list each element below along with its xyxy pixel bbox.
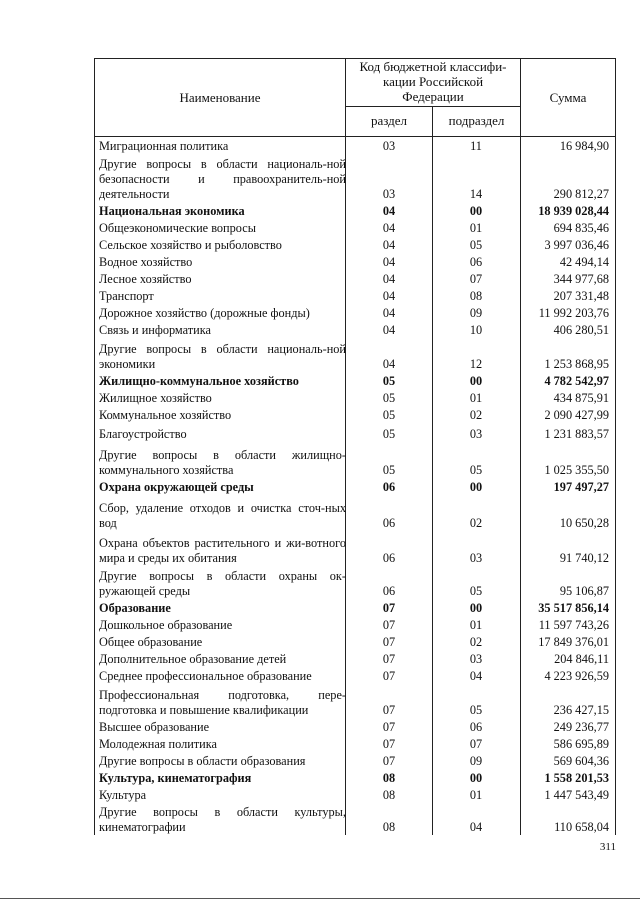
row-section: 04 (382, 221, 396, 235)
table-row (95, 304, 615, 321)
row-name: Культура, кинематография (99, 771, 252, 785)
row-section: 04 (382, 357, 396, 371)
name-column-header: Наименование (179, 90, 261, 105)
row-section: 07 (382, 720, 396, 734)
row-name: Жилищно-коммунальное хозяйство (99, 374, 299, 388)
row-subsection: 00 (469, 204, 483, 218)
row-name: Лесное хозяйство (99, 272, 192, 286)
table-row (95, 236, 615, 253)
row-subsection: 12 (469, 357, 483, 371)
row-sum: 344 977,68 (553, 272, 609, 286)
table-row (95, 287, 615, 304)
row-subsection: 01 (469, 221, 483, 235)
table-row (95, 803, 615, 835)
row-section: 05 (382, 427, 396, 441)
row-sum: 4 782 542,97 (544, 374, 609, 388)
table-row (95, 270, 615, 287)
row-subsection: 01 (469, 618, 483, 632)
table-row-section-total (95, 478, 615, 495)
row-subsection: 05 (469, 703, 483, 717)
row-subsection: 09 (469, 306, 483, 320)
row-sum: 207 331,48 (553, 289, 609, 303)
row-name: Дорожное хозяйство (дорожные фонды) (99, 306, 310, 320)
row-section: 05 (382, 391, 396, 405)
row-sum: 2 090 427,99 (544, 408, 609, 422)
row-subsection: 06 (469, 720, 483, 734)
table-row (95, 735, 615, 752)
table-row (95, 389, 615, 406)
row-section: 08 (382, 771, 396, 785)
row-section: 06 (382, 516, 396, 530)
row-subsection: 05 (469, 463, 483, 477)
row-name: Другие вопросы в области охраны ок-ружающей среды (99, 569, 346, 598)
row-section: 05 (382, 374, 396, 388)
section-column-header: раздел (370, 113, 408, 128)
row-subsection: 04 (469, 669, 483, 683)
table-row (95, 667, 615, 684)
row-sum: 11 597 743,26 (538, 618, 609, 632)
row-subsection: 00 (469, 601, 483, 615)
row-name: Национальная экономика (99, 204, 245, 218)
row-section: 07 (382, 737, 396, 751)
row-subsection: 03 (469, 427, 483, 441)
row-section: 04 (382, 323, 396, 337)
row-section: 04 (382, 238, 396, 252)
table-row (95, 718, 615, 735)
row-sum: 17 849 376,01 (538, 635, 609, 649)
row-subsection: 03 (469, 652, 483, 666)
row-name: Водное хозяйство (99, 255, 193, 269)
row-name: Охрана объектов растительного и жи-вотного мира и среды их обитания (99, 536, 346, 565)
row-section: 03 (382, 187, 396, 201)
row-section: 03 (382, 139, 396, 153)
row-sum: 95 106,87 (559, 584, 609, 598)
row-sum: 4 223 926,59 (544, 669, 609, 683)
row-name: Молодежная политика (99, 737, 218, 751)
row-subsection: 14 (469, 187, 483, 201)
table-row (95, 616, 615, 633)
row-sum: 197 497,27 (553, 480, 609, 494)
row-name: Другие вопросы в области жилищно-коммунального хозяйства (99, 448, 346, 477)
row-sum: 91 740,12 (559, 551, 609, 565)
row-subsection: 07 (469, 737, 483, 751)
row-section: 08 (382, 788, 396, 802)
row-name: Сельское хозяйство и рыболовство (99, 238, 282, 252)
row-name: Общее образование (99, 635, 203, 649)
row-subsection: 02 (469, 635, 483, 649)
row-section: 07 (382, 754, 396, 768)
row-subsection: 00 (469, 771, 483, 785)
row-name: Профессиональная подготовка, пере-подготовка и повышение квалификации (99, 688, 346, 717)
row-subsection: 01 (469, 391, 483, 405)
row-section: 06 (382, 480, 396, 494)
row-sum: 1 231 883,57 (544, 427, 609, 441)
row-section: 06 (382, 584, 396, 598)
row-name: Другие вопросы в области националь-ной экономики (99, 342, 346, 371)
row-section: 07 (382, 601, 396, 615)
row-section: 05 (382, 408, 396, 422)
row-sum: 1 025 355,50 (544, 463, 609, 477)
table-row (95, 566, 615, 599)
row-subsection: 03 (469, 551, 483, 565)
row-sum: 11 992 203,76 (538, 306, 609, 320)
row-sum: 249 236,77 (553, 720, 609, 734)
row-sum: 1 447 543,49 (544, 788, 609, 802)
row-name: Охрана окружающей среды (99, 480, 254, 494)
row-section: 07 (382, 635, 396, 649)
row-name: Сбор, удаление отходов и очистка сточ-ных вод (99, 501, 346, 530)
row-name: Среднее профессиональное образование (99, 669, 312, 683)
row-name: Дошкольное образование (99, 618, 233, 632)
row-name: Общеэкономические вопросы (99, 221, 256, 235)
code-header-line-2: кации Российской (382, 74, 484, 89)
row-name: Благоустройство (99, 427, 187, 441)
row-sum: 236 427,15 (553, 703, 609, 717)
row-subsection: 04 (469, 820, 483, 834)
table-row (95, 786, 615, 803)
row-section: 07 (382, 652, 396, 666)
table-row-section-total (95, 202, 615, 219)
row-section: 07 (382, 669, 396, 683)
row-name: Культура (99, 788, 147, 802)
row-name: Коммунальное хозяйство (99, 408, 232, 422)
row-subsection: 07 (469, 272, 483, 286)
row-name: Связь и информатика (99, 323, 211, 337)
row-subsection: 10 (469, 323, 483, 337)
row-sum: 1 253 868,95 (544, 357, 609, 371)
row-sum: 694 835,46 (553, 221, 609, 235)
table-row (95, 253, 615, 270)
row-section: 08 (382, 820, 396, 834)
row-sum: 569 604,36 (553, 754, 609, 768)
table-row (95, 650, 615, 667)
row-name: Другие вопросы в области образования (99, 754, 306, 768)
table-row (95, 219, 615, 236)
row-section: 07 (382, 703, 396, 717)
table-right-border (615, 58, 616, 835)
row-section: 07 (382, 618, 396, 632)
row-section: 04 (382, 272, 396, 286)
row-name: Высшее образование (99, 720, 210, 734)
row-sum: 10 650,28 (559, 516, 609, 530)
page-number: 311 (599, 841, 616, 853)
row-sum: 1 558 201,53 (544, 771, 609, 785)
row-name: Жилищное хозяйство (99, 391, 212, 405)
row-sum: 35 517 856,14 (538, 601, 609, 615)
row-subsection: 01 (469, 788, 483, 802)
row-sum: 434 875,91 (553, 391, 609, 405)
row-name: Дополнительное образование детей (99, 652, 287, 666)
code-header-line-3: Федерации (402, 89, 464, 104)
code-group-header (346, 59, 520, 104)
row-name: Другие вопросы в области националь-ной безопасности и правоохранитель-ной деятельности (99, 157, 346, 201)
table-row-section-total (95, 372, 615, 389)
row-sum: 290 812,27 (553, 187, 609, 201)
row-sum: 406 280,51 (553, 323, 609, 337)
table-row-section-total (95, 599, 615, 616)
row-subsection: 06 (469, 255, 483, 269)
row-subsection: 08 (469, 289, 483, 303)
sum-column-header: Сумма (549, 90, 587, 105)
row-subsection: 05 (469, 238, 483, 252)
table-row (95, 495, 615, 531)
row-subsection: 00 (469, 480, 483, 494)
row-name: Другие вопросы в области культуры, кинематографии (99, 805, 346, 834)
subsection-column-header: подраздел (448, 113, 505, 128)
table-row (95, 633, 615, 650)
row-sum: 3 997 036,46 (544, 238, 609, 252)
row-name: Миграционная политика (99, 139, 229, 153)
code-header-line-1: Код бюджетной классифи- (359, 59, 507, 74)
row-section: 06 (382, 551, 396, 565)
row-subsection: 02 (469, 408, 483, 422)
row-sum: 42 494,14 (559, 255, 609, 269)
row-sum: 204 846,11 (554, 652, 609, 666)
table-row (95, 137, 615, 154)
row-subsection: 05 (469, 584, 483, 598)
table-row-section-total (95, 769, 615, 786)
table-row (95, 154, 615, 202)
row-sum: 16 984,90 (559, 139, 609, 153)
row-subsection: 02 (469, 516, 483, 530)
row-section: 05 (382, 463, 396, 477)
table-row (95, 423, 615, 442)
row-name: Транспорт (99, 289, 154, 303)
table-row (95, 752, 615, 769)
table-row (95, 684, 615, 718)
row-sum: 586 695,89 (553, 737, 609, 751)
row-section: 04 (382, 306, 396, 320)
table-row (95, 442, 615, 478)
row-subsection: 00 (469, 374, 483, 388)
table-row (95, 406, 615, 423)
row-subsection: 11 (470, 139, 482, 153)
table-row (95, 531, 615, 566)
row-section: 04 (382, 289, 396, 303)
row-name: Образование (99, 601, 171, 615)
row-section: 04 (382, 204, 396, 218)
table-row (95, 321, 615, 338)
page-bottom-rule (0, 898, 640, 899)
row-sum: 110 658,04 (554, 820, 609, 834)
row-subsection: 09 (469, 754, 483, 768)
table-row (95, 338, 615, 372)
row-sum: 18 939 028,44 (538, 204, 609, 218)
row-section: 04 (382, 255, 396, 269)
